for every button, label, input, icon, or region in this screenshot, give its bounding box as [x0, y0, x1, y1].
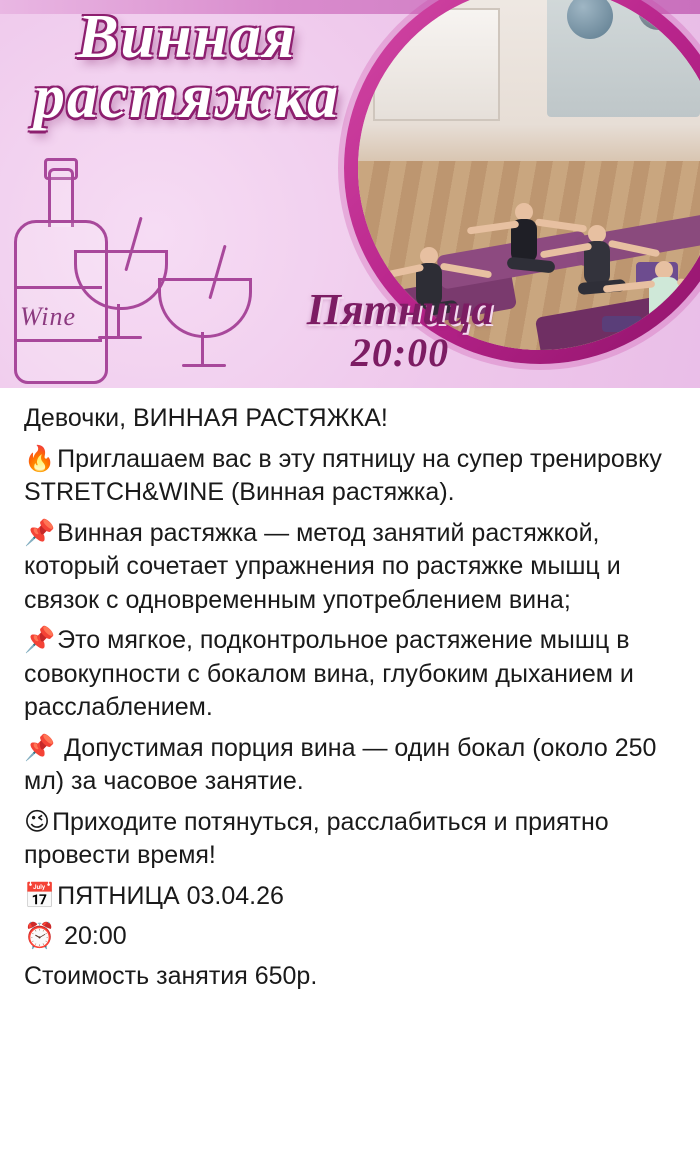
post-paragraph-1 — [24, 442, 682, 510]
post-detail-time-text: 20:00 — [57, 922, 127, 950]
bottle-label-text: Wine — [14, 286, 102, 342]
alarm-clock-icon: ⏰ — [24, 921, 56, 950]
post-paragraph-2 — [24, 516, 682, 618]
person-head — [420, 247, 438, 265]
poster-schedule — [280, 285, 520, 375]
poster-title-line-2: растяжка — [33, 62, 341, 131]
calendar-icon: 📅 — [24, 880, 56, 910]
post-paragraph-1-text: Приглашаем вас в эту пятницу на супер тренировку STRETCH&WINE (Винная растяжка). — [24, 444, 662, 506]
post-paragraph-5 — [24, 805, 682, 873]
wine-glass-illustration-2 — [158, 262, 250, 382]
glass-cup — [74, 250, 168, 310]
window-shape — [373, 8, 501, 121]
poster-title-line-1: Винная — [77, 3, 297, 71]
promo-poster — [0, 0, 700, 388]
glass-foot — [182, 364, 226, 367]
fire-icon: 🔥 — [24, 443, 56, 473]
post-detail-date-text: ПЯТНИЦА 03.04.26 — [57, 881, 284, 910]
poster-time: 20:00 — [350, 330, 450, 375]
pushpin-icon: 📌 — [24, 625, 56, 654]
post-body — [0, 388, 700, 1017]
poster-day: Пятница — [306, 285, 494, 334]
post-paragraph-3 — [24, 623, 682, 725]
post-paragraph-2-text: Винная растяжка — метод занятий растяжкой, который сочетает упражнения по растяжке мышц и связок с одновременным употреблением вина; — [24, 518, 621, 614]
wine-glass-illustration-1 — [74, 234, 166, 354]
post-paragraph-5-text: Приходите потянуться, расслабиться и приятно провести время! — [24, 807, 609, 869]
glass-cup — [158, 278, 252, 338]
post-detail-time — [24, 919, 682, 954]
yoga-block-2 — [602, 316, 642, 332]
glass-stem — [201, 332, 204, 366]
winking-face-icon: 😉 — [24, 806, 51, 836]
post-paragraph-4 — [24, 731, 682, 799]
glass-foot — [98, 336, 142, 339]
glass-stem — [117, 304, 120, 338]
post-price: Стоимость занятия 650р. — [24, 961, 318, 990]
bottle-neck — [48, 168, 74, 227]
post-paragraph-3-text: Это мягкое, подконтрольное растяжение мышц в совокупности с бокалом вина, глубоким дыханием и расслаблением. — [24, 626, 634, 721]
pushpin-icon: 📌 — [24, 517, 56, 547]
pushpin-icon: 📌 — [24, 732, 56, 762]
post-greeting: Девочки, ВИННАЯ РАСТЯЖКА! — [24, 404, 388, 432]
post-paragraph-4-text: Допустимая порция вина — один бокал (около 250 мл) за часовое занятие. — [24, 733, 657, 795]
post-detail-date — [24, 879, 682, 914]
